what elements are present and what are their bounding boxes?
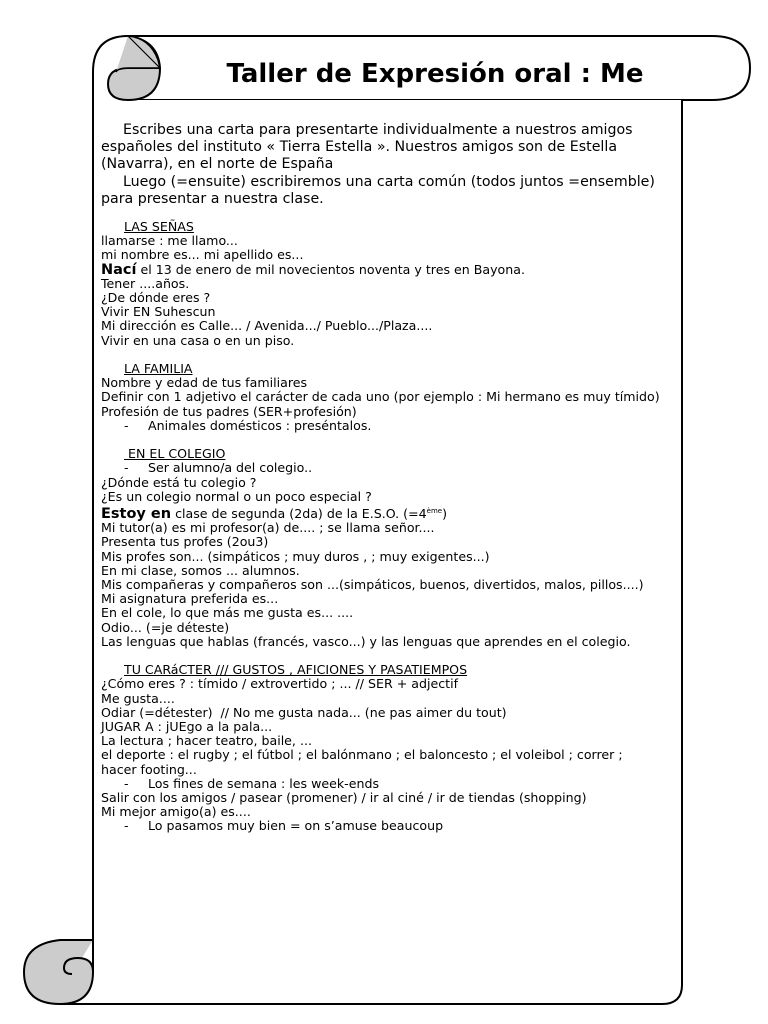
section-heading-familia: LA FAMILIA [124,361,193,377]
text-line: JUGAR A : jUEgo a la pala... [101,719,273,735]
text-line: ¿De dónde eres ? [101,290,211,306]
text-line: el deporte : el rugby ; el fútbol ; el balónmano ; el baloncesto ; el voleibol ; correr ; [101,747,623,763]
text-line: Mi tutor(a) es mi profesor(a) de.... ; se llama señor.... [101,520,435,536]
text-line: Me gusta.... [101,690,175,706]
text-line: Profesión de tus padres (SER+profesión) [101,403,357,419]
text-line: ¿Cómo eres ? : tímido / extrovertido ; ... // SER + adjectif [101,676,459,692]
text-line: Definir con 1 adjetivo el carácter de cada uno (por ejemplo : Mi hermano es muy tímido) [101,389,660,405]
text-line: ¿Dónde está tu colegio ? [101,474,257,490]
text-line: Vivir en una casa o en un piso. [101,332,295,348]
text-line: En mi clase, somos ... alumnos. [101,562,300,578]
page-title: Taller de Expresión oral : Me [226,59,644,88]
text-line: Presenta tus profes (2ou3) [101,534,269,550]
text-line: llamarse : me llamo... [101,233,238,249]
content-body [101,220,691,834]
intro-block [101,122,681,208]
intro-paragraph: Escribes una carta para presentarte individualmente a nuestros amigos españoles del instituto « Tierra Estella ». Nuestros amigos son de Estella (Navarra), en el norte de España [101,122,633,172]
text-line: Nombre y edad de tus familiares [101,375,308,391]
text-line: Estoy en clase de segunda (2da) de la E.S.O. (=4ème) [101,506,447,523]
text-line: Mi mejor amigo(a) es.... [101,804,251,820]
text-line: Mis compañeras y compañeros son ...(simpáticos, buenos, divertidos, malos, pillos....) [101,577,644,593]
text-line: Nací el 13 de enero de mil novecientos noventa y tres en Bayona. [101,261,525,278]
text-line: En el cole, lo que más me gusta es... .... [101,605,354,621]
text-line: mi nombre es... mi apellido es... [101,247,304,263]
list-item: - Ser alumno/a del colegio.. [124,460,313,476]
text-line: Las lenguas que hablas (francés, vasco...) y las lenguas que aprendes en el colegio. [101,633,631,649]
list-item: - Los fines de semana : les week-ends [124,775,380,791]
text-line: Tener ....años. [101,275,190,291]
text-line: Mi dirección es Calle... / Avenida.../ Pueblo.../Plaza.... [101,318,433,334]
section-heading-caracter: TU CARáCTER /// GUSTOS , AFICIONES Y PASATIEMPOS [124,662,468,678]
text-line: La lectura ; hacer teatro, baile, ... [101,733,312,749]
text-line: Mi asignatura preferida es... [101,591,279,607]
scroll-bottom-curl [24,940,93,1004]
text-line: Odio... (=je déteste) [101,619,230,635]
text-line: hacer footing... [101,761,197,777]
text-line: ¿Es un colegio normal o un poco especial ? [101,488,372,504]
list-item: - Animales domésticos : preséntalos. [124,417,372,433]
section-heading-senas: LAS SEÑAS [124,219,194,234]
text-line: Salir con los amigos / pasear (promener) / ir al ciné / ir de tiendas (shopping) [101,790,587,806]
text-line: Vivir EN Suhescun [101,304,216,320]
text-line: Mis profes son... (simpáticos ; muy duros , ; muy exigentes...) [101,548,490,564]
section-heading-colegio: EN EL COLEGIO [124,446,226,462]
text-line: Odiar (=détester) // No me gusta nada... (ne pas aimer du tout) [101,704,507,720]
intro-paragraph: Luego (=ensuite) escribiremos una carta común (todos juntos =ensemble) para presentar a nuestra clase. [101,174,655,207]
list-item: - Lo pasamos muy bien = on s’amuse beaucoup [124,818,444,834]
